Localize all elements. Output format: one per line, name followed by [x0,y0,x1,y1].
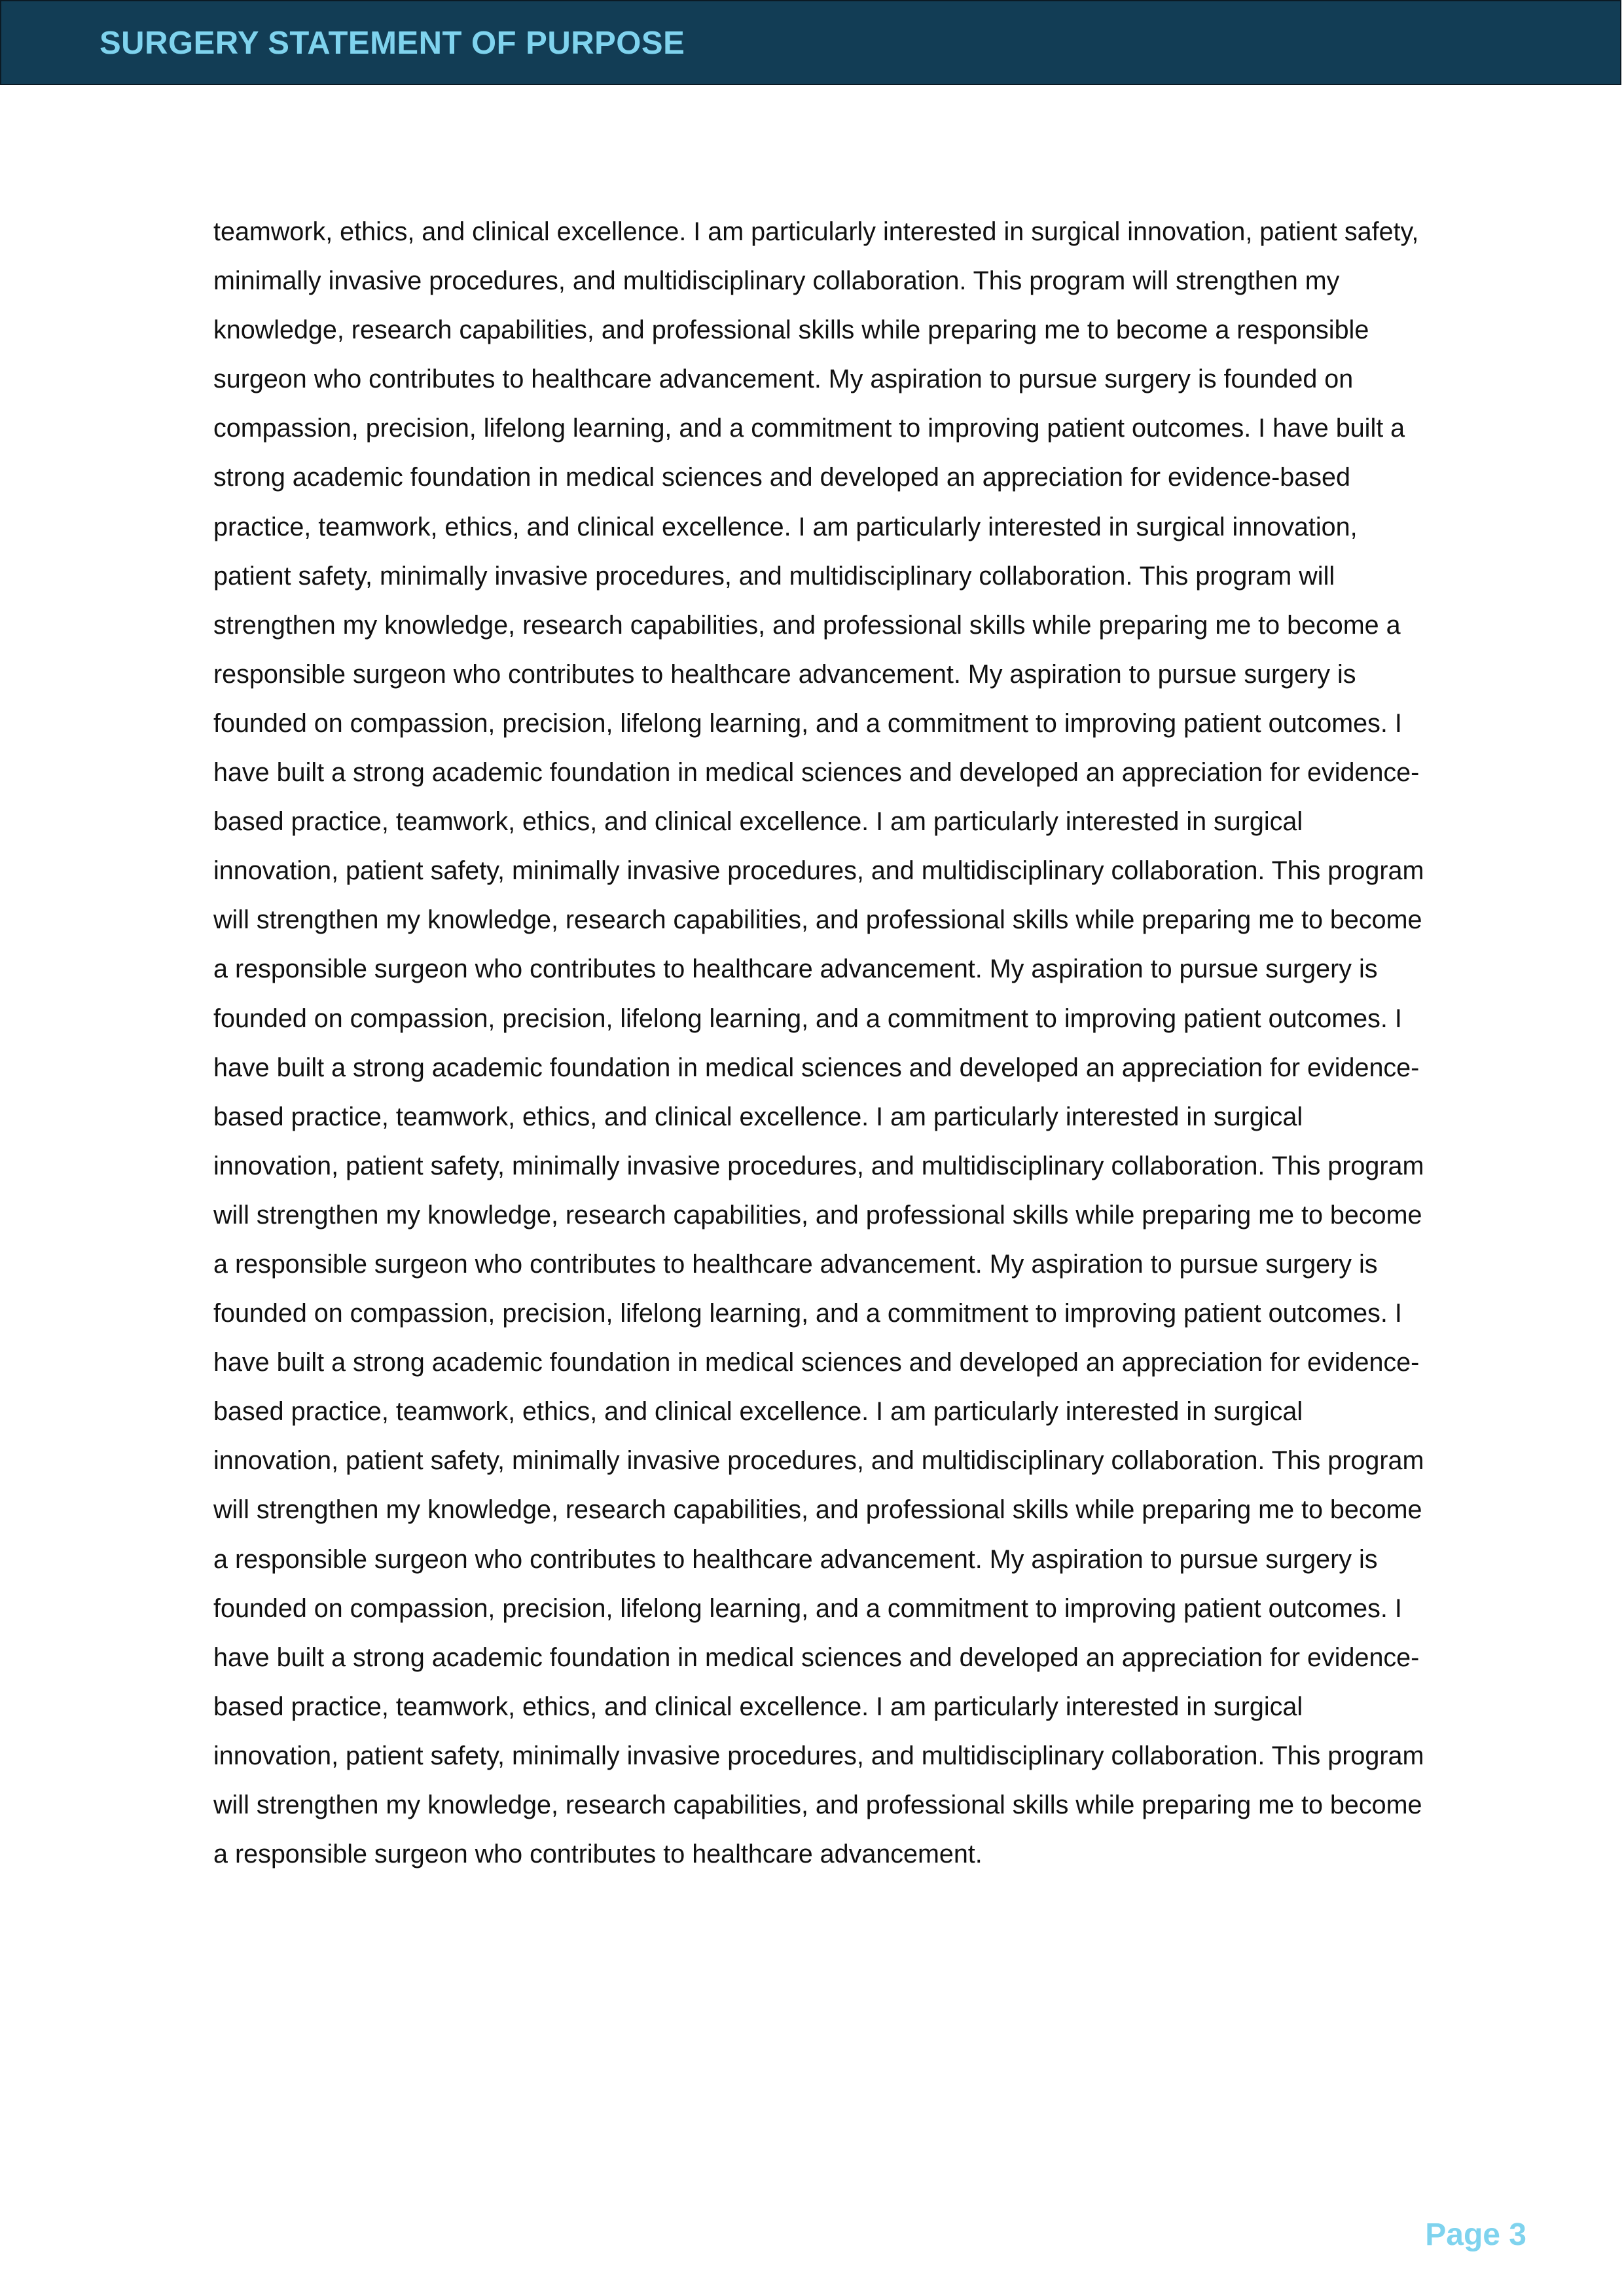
header-bar [0,0,1621,85]
body-paragraph: teamwork, ethics, and clinical excellence. I am particularly interested in surgical innovation, patient safety, minimally invasive procedures, and multidisciplinary collaboration. This program will strengthen my knowledge, research capabilities, and professional skills while preparing me to become a responsible surgeon who contributes to healthcare advancement. My aspiration to pursue surgery is founded on compassion, precision, lifelong learning, and a commitment to improving patient outcomes. I have built a strong academic foundation in medical sciences and developed an appreciation for evidence-based practice, teamwork, ethics, and clinical excellence. I am particularly interested in surgical innovation, patient safety, minimally invasive procedures, and multidisciplinary collaboration. This program will strengthen my knowledge, research capabilities, and professional skills while preparing me to become a responsible surgeon who contributes to healthcare advancement. My aspiration to pursue surgery is founded on compassion, precision, lifelong learning, and a commitment to improving patient outcomes. I have built a strong academic foundation in medical sciences and developed an appreciation for evidence-based practice, teamwork, ethics, and clinical excellence. I am particularly interested in surgical innovation, patient safety, minimally invasive procedures, and multidisciplinary collaboration. This program will strengthen my knowledge, research capabilities, and professional skills while preparing me to become a responsible surgeon who contributes to healthcare advancement. My aspiration to pursue surgery is founded on compassion, precision, lifelong learning, and a commitment to improving patient outcomes. I have built a strong academic foundation in medical sciences and developed an appreciation for evidence-based practice, teamwork, ethics, and clinical excellence. I am particularly interested in surgical innovation, patient safety, minimally invasive procedures, and multidisciplinary collaboration. This program will strengthen my knowledge, research capabilities, and professional skills while preparing me to become a responsible surgeon who contributes to healthcare advancement. My aspiration to pursue surgery is founded on compassion, precision, lifelong learning, and a commitment to improving patient outcomes. I have built a strong academic foundation in medical sciences and developed an appreciation for evidence-based practice, teamwork, ethics, and clinical excellence. I am particularly interested in surgical innovation, patient safety, minimally invasive procedures, and multidisciplinary collaboration. This program will strengthen my knowledge, research capabilities, and professional skills while preparing me to become a responsible surgeon who contributes to healthcare advancement. My aspiration to pursue surgery is founded on compassion, precision, lifelong learning, and a commitment to improving patient outcomes. I have built a strong academic foundation in medical sciences and developed an appreciation for evidence-based practice, teamwork, ethics, and clinical excellence. I am particularly interested in surgical innovation, patient safety, minimally invasive procedures, and multidisciplinary collaboration. This program will strengthen my knowledge, research capabilities, and professional skills while preparing me to become a responsible surgeon who contributes to healthcare advancement. [213,217,1424,1869]
page-number: Page 3 [1425,2217,1526,2252]
document-title: SURGERY STATEMENT OF PURPOSE [99,26,685,61]
